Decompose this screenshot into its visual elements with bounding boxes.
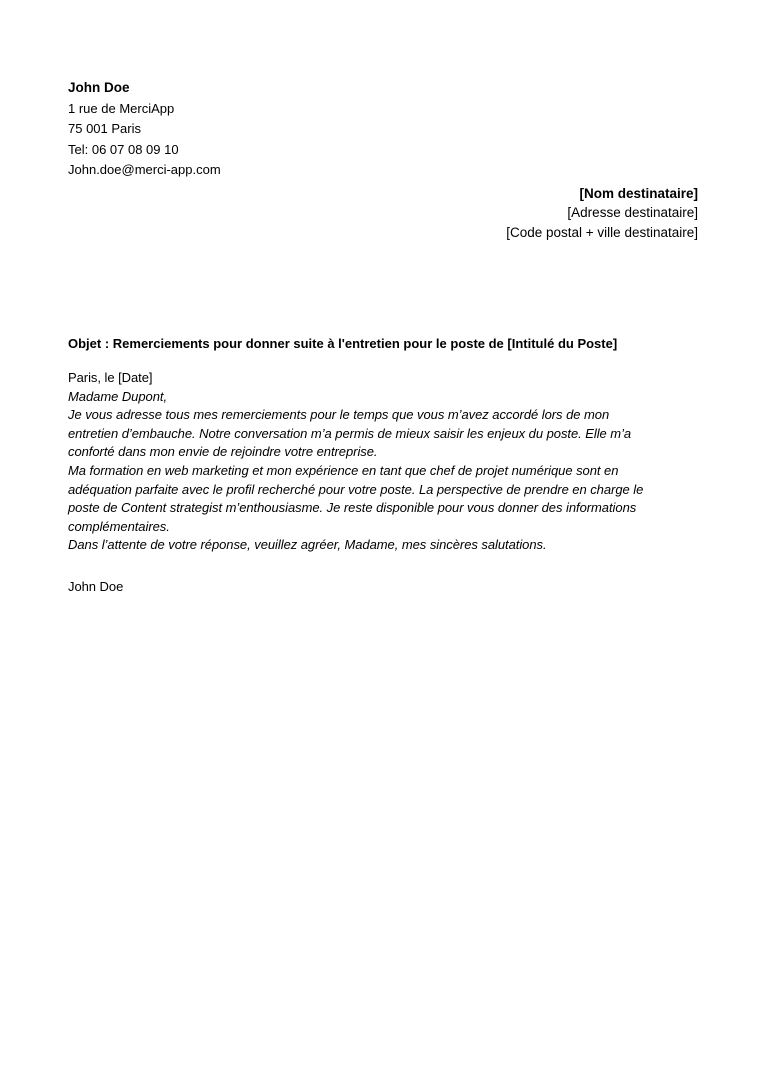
- recipient-name: [Nom destinataire]: [579, 186, 698, 201]
- letter-body: [68, 369, 643, 597]
- sender-name: John Doe: [68, 80, 130, 95]
- body-line: poste de Content strategist m’enthousiasme. Je reste disponible pour vous donner des informations: [68, 500, 637, 516]
- sender-phone: Tel: 06 07 08 09 10: [68, 141, 179, 157]
- recipient-address: [Adresse destinataire]: [567, 205, 698, 221]
- body-line: Ma formation en web marketing et mon expérience en tant que chef de projet numérique sont en: [68, 462, 619, 478]
- signature: John Doe: [68, 578, 124, 594]
- recipient-postal-city: [Code postal + ville destinataire]: [506, 224, 698, 240]
- subject-line: Objet : Remerciements pour donner suite à l'entretien pour le poste de [Intitulé du Poste]: [68, 336, 618, 351]
- body-line: adéquation parfaite avec le profil recherché pour votre poste. La perspective de prendre en charge le: [68, 481, 644, 497]
- blank-line: [68, 555, 643, 578]
- body-line: complémentaires.: [68, 518, 170, 534]
- recipient-block: [506, 184, 698, 242]
- sender-block: [68, 78, 221, 181]
- salutation: Madame Dupont,: [68, 388, 168, 404]
- sender-address-line-2: 75 001 Paris: [68, 121, 141, 137]
- body-line: Je vous adresse tous mes remerciements pour le temps que vous m’avez accordé lors de mon: [68, 407, 610, 423]
- body-line: entretien d’embauche. Notre conversation m’a permis de mieux saisir les enjeux du poste. Elle m’a: [68, 425, 632, 441]
- sender-email: John.doe@merci-app.com: [68, 162, 221, 178]
- body-line: Dans l’attente de votre réponse, veuillez agréer, Madame, mes sincères salutations.: [68, 537, 547, 553]
- date-line: Paris, le [Date]: [68, 370, 153, 385]
- body-line: conforté dans mon envie de rejoindre votre entreprise.: [68, 444, 378, 460]
- sender-address-line-1: 1 rue de MerciApp: [68, 100, 175, 116]
